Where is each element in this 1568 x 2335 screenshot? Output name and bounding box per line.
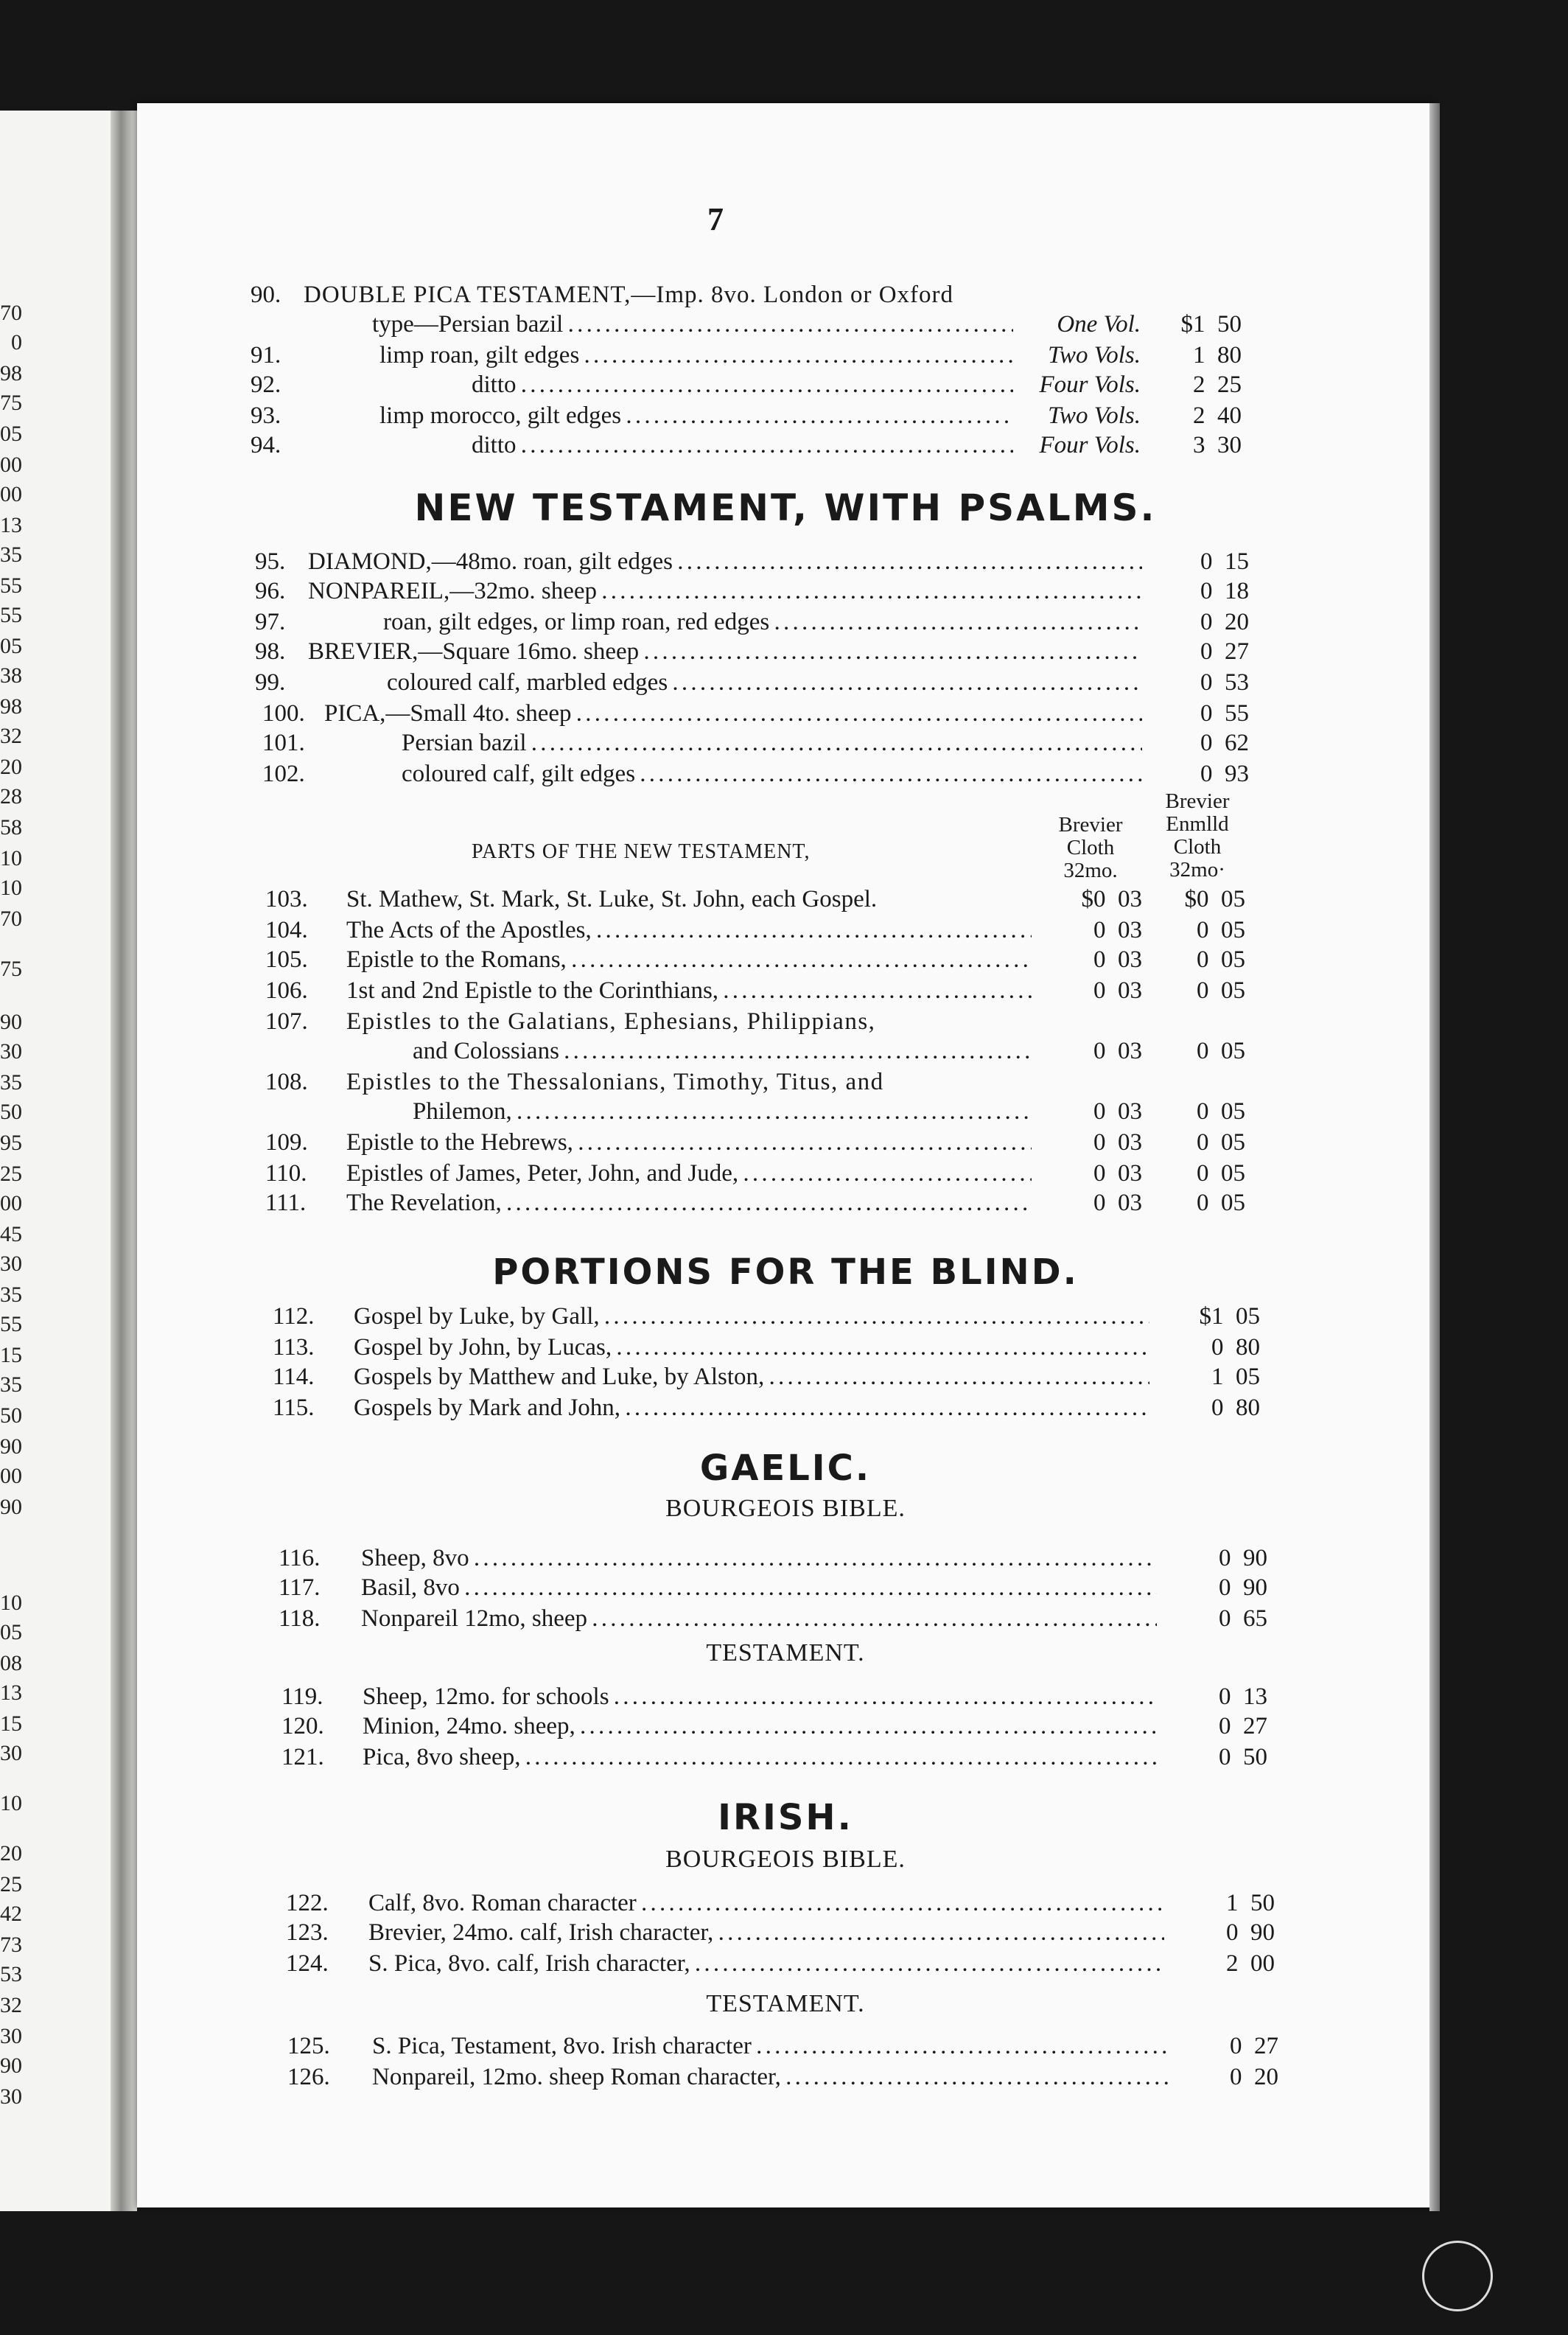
entry-price: 0 13 xyxy=(1219,1683,1267,1710)
adjacent-page-number: 75 xyxy=(0,958,22,980)
entry-description: St. Mathew, St. Mark, St. Luke, St. John, each Gospel. xyxy=(346,886,878,912)
adjacent-page-number: 05 xyxy=(0,1622,22,1644)
entry-number: 105. xyxy=(265,946,308,973)
entry-price: 0 27 xyxy=(1219,1713,1267,1739)
entry-number: 95. xyxy=(255,548,286,575)
adjacent-page-number: 32 xyxy=(0,725,22,747)
entry-description: 1st and 2nd Epistle to the Corinthians, . . . xyxy=(346,976,1032,1005)
adjacent-page-number: 20 xyxy=(0,1843,22,1865)
entry-price: $1 05 xyxy=(1199,1303,1260,1330)
heading-new-testament-psalms: NEW TESTAMENT, WITH PSALMS. xyxy=(414,486,1157,529)
entry-description: type—Persian bazil . . . xyxy=(372,310,1013,339)
adjacent-page-number: 58 xyxy=(0,817,22,839)
adjacent-page-number: 10 xyxy=(0,1793,22,1815)
entry-price: 1 05 xyxy=(1211,1364,1260,1390)
price-cloth: 0 03 xyxy=(1093,1038,1142,1064)
entry-number: 120. xyxy=(281,1713,324,1739)
column-header-brevier-cloth xyxy=(1035,814,1146,882)
entry-description: S. Pica, 8vo. calf, Irish character, . . . xyxy=(368,1949,1164,1978)
adjacent-page-number: 13 xyxy=(0,1682,22,1704)
heading-gaelic: GAELIC. xyxy=(699,1448,872,1489)
adjacent-page-number: 00 xyxy=(0,1193,22,1215)
entry-price: 0 50 xyxy=(1219,1744,1267,1770)
entry-price: 0 80 xyxy=(1211,1395,1260,1421)
catalogue-entry xyxy=(0,1543,1568,1573)
column-header-line: 32mo· xyxy=(1169,858,1225,882)
entry-description: Persian bazil . . . xyxy=(402,728,1142,758)
adjacent-page-number: 70 xyxy=(0,908,22,930)
entry-number: 110. xyxy=(265,1160,307,1187)
adjacent-page-number: 25 xyxy=(0,1163,22,1185)
entry-description: coloured calf, marbled edges . . . xyxy=(387,668,1142,697)
column-header-line: Cloth xyxy=(1066,836,1115,859)
entry-number: 123. xyxy=(286,1919,329,1946)
stamp-mark xyxy=(1422,2241,1493,2311)
adjacent-page-number: 30 xyxy=(0,2086,22,2108)
volume-count: Two Vols. xyxy=(1015,401,1141,430)
entry-price: 0 55 xyxy=(1200,700,1249,727)
entry-description: The Revelation, . . . xyxy=(346,1188,1032,1218)
catalogue-entry xyxy=(0,1949,1568,1978)
entry-description: Epistles to the Galatians, Ephesians, Philippians, xyxy=(346,1008,876,1035)
entry-description: coloured calf, gilt edges . . . xyxy=(402,759,1142,789)
entry-description: Epistles of James, Peter, John, and Jude, . . . xyxy=(346,1159,1032,1188)
catalogue-entry xyxy=(0,1682,1568,1711)
catalogue-entry xyxy=(0,1711,1568,1741)
entry-price: 0 15 xyxy=(1200,548,1249,575)
catalogue-entry xyxy=(0,401,1568,430)
entry-price: 0 18 xyxy=(1200,578,1249,604)
adjacent-page-number: 73 xyxy=(0,1934,22,1956)
entry-number: 118. xyxy=(279,1605,321,1632)
adjacent-page-number: 45 xyxy=(0,1224,22,1246)
adjacent-page-number: 55 xyxy=(0,575,22,597)
adjacent-page-number: 15 xyxy=(0,1713,22,1735)
price-cloth: 0 03 xyxy=(1093,917,1142,943)
entry-number: 117. xyxy=(279,1574,321,1601)
entry-number: 125. xyxy=(287,2033,330,2059)
catalogue-entry xyxy=(0,430,1568,460)
catalogue-entry xyxy=(0,1918,1568,1947)
entry-number: 90. xyxy=(251,282,281,308)
catalogue-entry xyxy=(0,370,1568,399)
entry-number: 121. xyxy=(281,1744,324,1770)
entry-price: 0 27 xyxy=(1230,2033,1278,2059)
entry-description: The Acts of the Apostles, . . . xyxy=(346,915,1032,945)
entry-description: Sheep, 12mo. for schools . . . xyxy=(363,1682,1157,1711)
column-header-line: Cloth xyxy=(1173,835,1222,859)
column-header-line: 32mo. xyxy=(1063,859,1118,882)
entry-number: 103. xyxy=(265,886,308,912)
adjacent-page-number: 15 xyxy=(0,1344,22,1367)
catalogue-entry xyxy=(0,280,1568,310)
entry-description: Gospel by Luke, by Gall, . . . xyxy=(354,1302,1149,1331)
adjacent-page-number: 90 xyxy=(0,1011,22,1033)
entry-description: Minion, 24mo. sheep, . . . xyxy=(363,1711,1157,1741)
adjacent-page-number: 35 xyxy=(0,1284,22,1306)
entry-description: Epistle to the Hebrews, . . . xyxy=(346,1128,1032,1157)
price-cloth: 0 03 xyxy=(1093,977,1142,1004)
adjacent-page-number: 28 xyxy=(0,786,22,808)
entry-description: DOUBLE PICA TESTAMENT,—Imp. 8vo. London or Oxford xyxy=(304,282,954,308)
adjacent-page-number: 10 xyxy=(0,1592,22,1614)
price-enmlld: 0 05 xyxy=(1197,977,1245,1004)
entry-price: 0 65 xyxy=(1219,1605,1267,1632)
entry-number: 94. xyxy=(251,432,281,458)
catalogue-entry xyxy=(0,945,1568,974)
entry-description: limp morocco, gilt edges . . . xyxy=(379,401,1013,430)
adjacent-page-number: 98 xyxy=(0,363,22,385)
catalogue-entry xyxy=(0,759,1568,789)
price-cloth: 0 03 xyxy=(1093,946,1142,973)
catalogue-entry xyxy=(0,1742,1568,1772)
entry-description: NONPAREIL,—32mo. sheep . . . xyxy=(308,576,1142,606)
adjacent-page-number: 05 xyxy=(0,635,22,657)
column-header-line: Brevier xyxy=(1058,813,1123,837)
entry-number: 104. xyxy=(265,917,308,943)
catalogue-entry xyxy=(0,976,1568,1005)
adjacent-page-number: 50 xyxy=(0,1405,22,1427)
entry-description: S. Pica, Testament, 8vo. Irish character . . . xyxy=(372,2031,1168,2061)
entry-description: DIAMOND,—48mo. roan, gilt edges . . . xyxy=(308,547,1142,576)
catalogue-entry xyxy=(0,1036,1568,1066)
catalogue-entry xyxy=(0,310,1568,339)
column-header-brevier-enmlld xyxy=(1146,790,1249,882)
price-cloth: 0 03 xyxy=(1093,1190,1142,1216)
adjacent-page-number: 08 xyxy=(0,1652,22,1675)
entry-number: 92. xyxy=(251,371,281,398)
adjacent-page-number: 13 xyxy=(0,514,22,537)
catalogue-entry xyxy=(0,1097,1568,1126)
gaelic-bible-subhead: BOURGEOIS BIBLE. xyxy=(665,1495,906,1522)
adjacent-page-number: 10 xyxy=(0,848,22,870)
adjacent-page-number: 55 xyxy=(0,604,22,626)
entry-number: 102. xyxy=(262,761,305,787)
adjacent-page-number: 00 xyxy=(0,1465,22,1487)
catalogue-entry xyxy=(0,1604,1568,1633)
adjacent-page-number: 00 xyxy=(0,484,22,506)
entry-description: Calf, 8vo. Roman character . . . xyxy=(368,1888,1164,1918)
catalogue-entry xyxy=(0,607,1568,637)
entry-description: Brevier, 24mo. calf, Irish character, . . . xyxy=(368,1918,1164,1947)
price-cloth: $0 03 xyxy=(1081,886,1142,912)
entry-number: 98. xyxy=(255,638,286,665)
entry-price: 1 80 xyxy=(1193,342,1242,369)
catalogue-entry xyxy=(0,1362,1568,1392)
catalogue-entry xyxy=(0,884,1568,914)
adjacent-page-number: 75 xyxy=(0,392,22,414)
entry-price: $1 50 xyxy=(1180,311,1242,338)
entry-number: 101. xyxy=(262,730,305,756)
heading-portions-blind: PORTIONS FOR THE BLIND. xyxy=(492,1252,1079,1293)
adjacent-page-number: 53 xyxy=(0,1964,22,1986)
volume-count: One Vol. xyxy=(1015,310,1141,339)
entry-number: 97. xyxy=(255,609,286,635)
adjacent-page-number: 30 xyxy=(0,1253,22,1275)
catalogue-entry xyxy=(0,915,1568,945)
column-header-line: Brevier xyxy=(1165,789,1230,813)
catalogue-entry xyxy=(0,728,1568,758)
entry-number: 109. xyxy=(265,1129,308,1156)
volume-count: Two Vols. xyxy=(1015,341,1141,370)
price-enmlld: 0 05 xyxy=(1197,917,1245,943)
entry-number: 119. xyxy=(281,1683,323,1710)
entry-price: 2 00 xyxy=(1226,1950,1275,1977)
entry-price: 0 90 xyxy=(1219,1574,1267,1601)
entry-description: Nonpareil, 12mo. sheep Roman character, . . . xyxy=(372,2062,1168,2092)
entry-price: 0 20 xyxy=(1230,2064,1278,2090)
adjacent-page-number: 90 xyxy=(0,1496,22,1518)
catalogue-entry xyxy=(0,668,1568,697)
entry-description: and Colossians . . . xyxy=(413,1036,1032,1066)
entry-price: 0 27 xyxy=(1200,638,1249,665)
entry-number: 115. xyxy=(273,1395,315,1421)
price-enmlld: 0 05 xyxy=(1197,1190,1245,1216)
price-cloth: 0 03 xyxy=(1093,1098,1142,1125)
entry-description: Basil, 8vo . . . xyxy=(361,1573,1157,1602)
price-enmlld: 0 05 xyxy=(1197,1160,1245,1187)
price-cloth: 0 03 xyxy=(1093,1160,1142,1187)
adjacent-page-number: 55 xyxy=(0,1313,22,1336)
entry-number: 113. xyxy=(273,1334,315,1361)
catalogue-entry xyxy=(0,1333,1568,1362)
adjacent-page-number: 35 xyxy=(0,544,22,566)
entry-description: Epistle to the Romans, . . . xyxy=(346,945,1032,974)
catalogue-entry xyxy=(0,341,1568,370)
adjacent-page-number: 00 xyxy=(0,454,22,476)
entry-number: 126. xyxy=(287,2064,330,2090)
adjacent-page-number: 95 xyxy=(0,1132,22,1154)
catalogue-entry xyxy=(0,576,1568,606)
adjacent-page-number: 35 xyxy=(0,1072,22,1094)
entry-number: 108. xyxy=(265,1069,308,1095)
adjacent-page-number: 32 xyxy=(0,1994,22,2017)
entry-description: Sheep, 8vo . . . xyxy=(361,1543,1157,1573)
entry-price: 1 50 xyxy=(1226,1890,1275,1916)
price-enmlld: 0 05 xyxy=(1197,946,1245,973)
price-cloth: 0 03 xyxy=(1093,1129,1142,1156)
adjacent-page-number: 98 xyxy=(0,696,22,718)
entry-number: 93. xyxy=(251,402,281,429)
adjacent-page-number: 42 xyxy=(0,1903,22,1925)
adjacent-page-number: 30 xyxy=(0,1041,22,1063)
price-enmlld: 0 05 xyxy=(1197,1038,1245,1064)
irish-bible-subhead: BOURGEOIS BIBLE. xyxy=(665,1846,906,1873)
catalogue-entry xyxy=(0,1393,1568,1423)
parts-title: PARTS OF THE NEW TESTAMENT, xyxy=(472,840,811,863)
catalogue-entry xyxy=(0,1067,1568,1097)
adjacent-page-number: 38 xyxy=(0,665,22,687)
entry-number: 99. xyxy=(255,669,286,696)
price-enmlld: $0 05 xyxy=(1184,886,1245,912)
entry-number: 100. xyxy=(262,700,305,727)
catalogue-entry xyxy=(0,1188,1568,1218)
catalogue-entry xyxy=(0,2031,1568,2061)
entry-description: Nonpareil 12mo, sheep . . . xyxy=(361,1604,1157,1633)
entry-price: 0 62 xyxy=(1200,730,1249,756)
entry-description: Gospels by Mark and John, . . . xyxy=(354,1393,1149,1423)
entry-description: ditto . . . xyxy=(472,430,1013,460)
volume-count: Four Vols. xyxy=(1015,430,1141,460)
catalogue-entry xyxy=(0,637,1568,666)
gaelic-testament-subhead: TESTAMENT. xyxy=(706,1639,865,1666)
adjacent-page-number: 30 xyxy=(0,2025,22,2048)
entry-price: 2 25 xyxy=(1193,371,1242,398)
adjacent-page-number: 30 xyxy=(0,1742,22,1765)
catalogue-entry xyxy=(0,699,1568,728)
adjacent-page-number: 70 xyxy=(0,302,22,324)
entry-price: 0 80 xyxy=(1211,1334,1260,1361)
entry-number: 111. xyxy=(265,1190,307,1216)
catalogue-entry xyxy=(0,1007,1568,1036)
adjacent-page-number: 90 xyxy=(0,2055,22,2077)
catalogue-entry xyxy=(0,1888,1568,1918)
entry-price: 0 93 xyxy=(1200,761,1249,787)
entry-number: 106. xyxy=(265,977,308,1004)
entry-description: PICA,—Small 4to. sheep . . . xyxy=(324,699,1142,728)
volume-count: Four Vols. xyxy=(1015,370,1141,399)
catalogue-entry xyxy=(0,1128,1568,1157)
catalogue-entry xyxy=(0,2062,1568,2092)
entry-number: 112. xyxy=(273,1303,315,1330)
entry-description: Epistles to the Thessalonians, Timothy, Titus, and xyxy=(346,1069,884,1095)
entry-description: Philemon, . . . xyxy=(413,1097,1032,1126)
entry-price: 0 53 xyxy=(1200,669,1249,696)
adjacent-page-number: 35 xyxy=(0,1374,22,1396)
entry-description: roan, gilt edges, or limp roan, red edges . . . xyxy=(383,607,1142,637)
irish-testament-subhead: TESTAMENT. xyxy=(706,1990,865,2017)
entry-price: 0 20 xyxy=(1200,609,1249,635)
entry-number: 124. xyxy=(286,1950,329,1977)
entry-description: Gospels by Matthew and Luke, by Alston, . . . xyxy=(354,1362,1149,1392)
catalogue-entry xyxy=(0,1573,1568,1602)
entry-description: BREVIER,—Square 16mo. sheep . . . xyxy=(308,637,1142,666)
catalogue-entry xyxy=(0,547,1568,576)
entry-description: limp roan, gilt edges . . . xyxy=(379,341,1013,370)
price-enmlld: 0 05 xyxy=(1197,1129,1245,1156)
adjacent-page-number: 10 xyxy=(0,877,22,899)
entry-description: Pica, 8vo sheep, . . . xyxy=(363,1742,1157,1772)
entry-price: 0 90 xyxy=(1219,1545,1267,1571)
page-number: 7 xyxy=(707,201,724,237)
adjacent-page-number: 05 xyxy=(0,423,22,445)
entry-number: 114. xyxy=(273,1364,315,1390)
entry-description: ditto . . . xyxy=(472,370,1013,399)
entry-price: 3 30 xyxy=(1193,432,1242,458)
entry-number: 96. xyxy=(255,578,286,604)
adjacent-page-number: 25 xyxy=(0,1874,22,1896)
entry-number: 107. xyxy=(265,1008,308,1035)
adjacent-page-number: 90 xyxy=(0,1436,22,1458)
entry-number: 91. xyxy=(251,342,281,369)
heading-irish: IRISH. xyxy=(718,1797,853,1838)
adjacent-page-number: 20 xyxy=(0,756,22,778)
catalogue-entry xyxy=(0,1159,1568,1188)
column-header-line: Enmlld xyxy=(1166,812,1229,836)
entry-number: 122. xyxy=(286,1890,329,1916)
adjacent-page-number: 0 xyxy=(11,332,22,354)
entry-price: 0 90 xyxy=(1226,1919,1275,1946)
entry-number: 116. xyxy=(279,1545,321,1571)
entry-description: Gospel by John, by Lucas, . . . xyxy=(354,1333,1149,1362)
entry-price: 2 40 xyxy=(1193,402,1242,429)
price-enmlld: 0 05 xyxy=(1197,1098,1245,1125)
catalogue-entry xyxy=(0,1302,1568,1331)
adjacent-page-number: 50 xyxy=(0,1101,22,1123)
